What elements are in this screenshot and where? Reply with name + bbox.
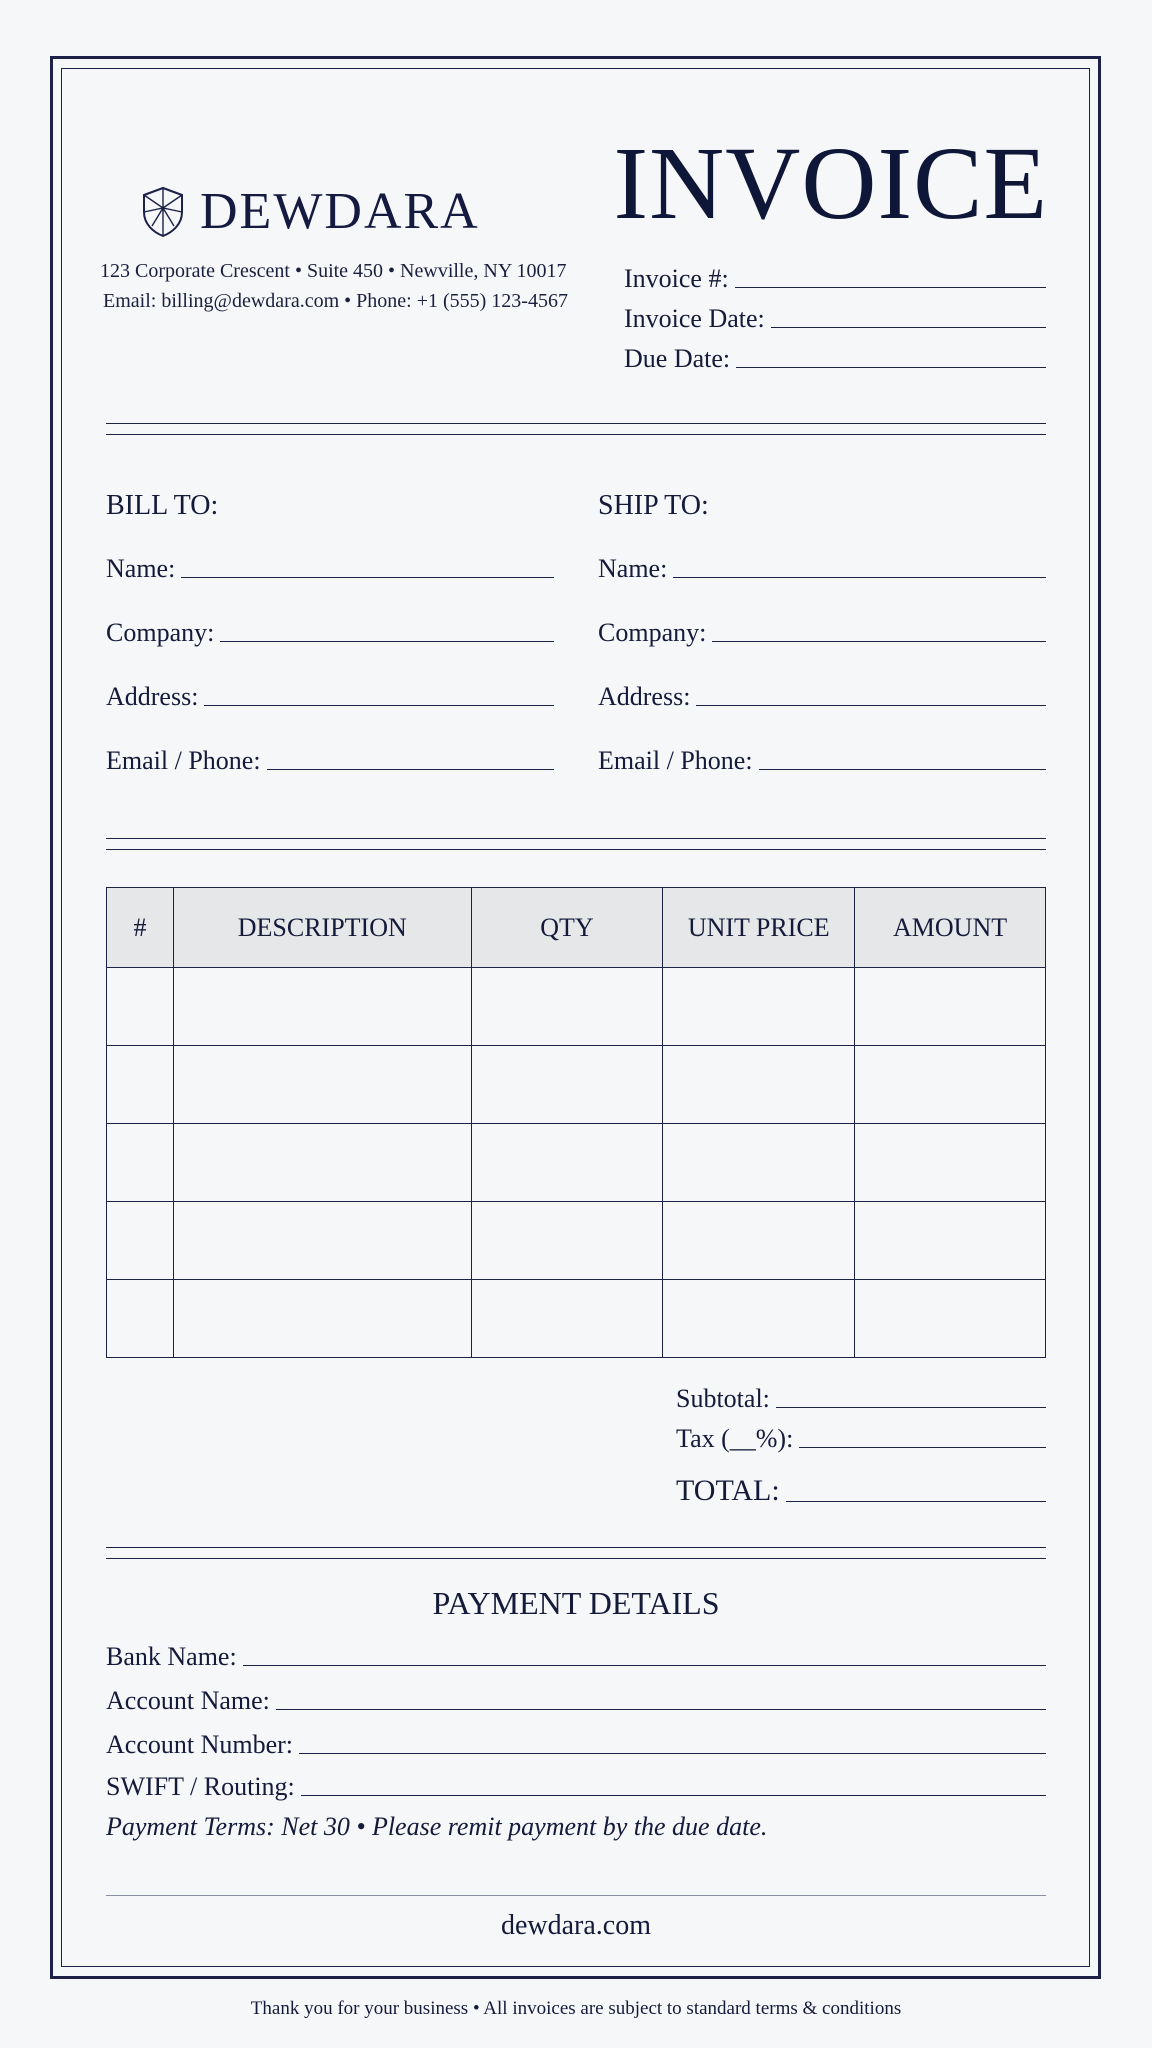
company-logo — [140, 183, 480, 240]
bill-to-company-field[interactable] — [106, 618, 554, 648]
ship-to-name-line — [673, 577, 1046, 578]
ship-to-heading: SHIP TO: — [598, 490, 709, 521]
total-field[interactable] — [676, 1474, 1046, 1508]
cell-unit-price[interactable] — [663, 1280, 855, 1358]
routing-line — [301, 1795, 1046, 1796]
payment-terms: Payment Terms: Net 30 • Please remit payment by the due date. — [106, 1812, 768, 1841]
cell-amount[interactable] — [855, 1124, 1046, 1202]
bill-to-company-label: Company: — [106, 618, 215, 647]
total-label: TOTAL: — [676, 1474, 780, 1507]
account-name-field[interactable] — [106, 1686, 1046, 1716]
bill-to-contact-field[interactable] — [106, 746, 554, 776]
cell-amount[interactable] — [855, 1280, 1046, 1358]
footer-note: Thank you for your business • All invoices are subject to standard terms & conditions — [250, 1998, 902, 2019]
totals-divider — [106, 1547, 1046, 1559]
ship-to-contact-line — [759, 769, 1046, 770]
table-row — [107, 1046, 1046, 1124]
cell-qty[interactable] — [471, 1046, 663, 1124]
routing-label: SWIFT / Routing: — [106, 1772, 295, 1801]
tax-line — [799, 1447, 1046, 1448]
company-contact: Email: billing@dewdara.com • Phone: +1 (555) 123-4567 — [103, 290, 568, 312]
cell-description[interactable] — [173, 1202, 471, 1280]
bill-to-contact-line — [267, 769, 554, 770]
company-address: 123 Corporate Crescent • Suite 450 • Newville, NY 10017 — [100, 260, 567, 282]
invoice-title: INVOICE — [613, 126, 1048, 241]
cell-unit-price[interactable] — [663, 1202, 855, 1280]
footer-divider — [106, 1895, 1046, 1896]
bank-name-line — [243, 1665, 1046, 1666]
cell-unit-price[interactable] — [663, 1046, 855, 1124]
cell-qty[interactable] — [471, 1202, 663, 1280]
cell-description[interactable] — [173, 1280, 471, 1358]
cell-number[interactable] — [107, 1202, 174, 1280]
invoice-number-line — [735, 287, 1046, 288]
col-header-number: # — [107, 888, 174, 968]
invoice-date-field[interactable] — [624, 304, 1046, 334]
bill-to-name-label: Name: — [106, 554, 176, 583]
account-number-line — [299, 1753, 1046, 1754]
cell-unit-price[interactable] — [663, 968, 855, 1046]
invoice-date-line — [771, 327, 1046, 328]
bank-name-label: Bank Name: — [106, 1642, 237, 1671]
table-row — [107, 1124, 1046, 1202]
account-name-line — [276, 1709, 1046, 1710]
ship-to-company-field[interactable] — [598, 618, 1046, 648]
table-row — [107, 968, 1046, 1046]
footer-website[interactable]: dewdara.com — [500, 1910, 652, 1941]
cell-description[interactable] — [173, 1124, 471, 1202]
account-name-label: Account Name: — [106, 1686, 270, 1715]
bill-to-contact-label: Email / Phone: — [106, 746, 261, 775]
ship-to-address-label: Address: — [598, 682, 691, 711]
subtotal-label: Subtotal: — [676, 1384, 770, 1413]
subtotal-line — [776, 1407, 1046, 1408]
ship-to-contact-label: Email / Phone: — [598, 746, 753, 775]
invoice-date-label: Invoice Date: — [624, 304, 765, 333]
cell-number[interactable] — [107, 1046, 174, 1124]
invoice-number-field[interactable] — [624, 264, 1046, 294]
account-number-label: Account Number: — [106, 1730, 294, 1759]
ship-to-company-line — [712, 641, 1046, 642]
cell-qty[interactable] — [471, 968, 663, 1046]
cell-number[interactable] — [107, 1124, 174, 1202]
address-divider — [106, 838, 1046, 850]
cell-amount[interactable] — [855, 968, 1046, 1046]
bill-to-company-line — [220, 641, 554, 642]
bill-to-name-line — [181, 577, 554, 578]
account-number-field[interactable] — [106, 1730, 1046, 1760]
bank-name-field[interactable] — [106, 1642, 1046, 1672]
table-row — [107, 1202, 1046, 1280]
routing-field[interactable] — [106, 1772, 1046, 1802]
tax-label: Tax (__%): — [676, 1424, 794, 1453]
bill-to-name-field[interactable] — [106, 554, 554, 584]
col-header-description: DESCRIPTION — [173, 888, 471, 968]
cell-description[interactable] — [173, 968, 471, 1046]
table-row — [107, 1280, 1046, 1358]
cell-qty[interactable] — [471, 1124, 663, 1202]
col-header-qty: QTY — [471, 888, 663, 968]
header-divider — [106, 423, 1046, 435]
col-header-unit-price: UNIT PRICE — [663, 888, 855, 968]
ship-to-name-field[interactable] — [598, 554, 1046, 584]
bill-to-address-line — [204, 705, 554, 706]
line-items-table — [106, 887, 1046, 1358]
total-line — [786, 1501, 1046, 1502]
due-date-line — [736, 367, 1046, 368]
cell-unit-price[interactable] — [663, 1124, 855, 1202]
payment-details-title: PAYMENT DETAILS — [432, 1585, 720, 1621]
subtotal-field[interactable] — [676, 1384, 1046, 1414]
bill-to-address-field[interactable] — [106, 682, 554, 712]
invoice-number-label: Invoice #: — [624, 264, 729, 293]
tax-field[interactable] — [676, 1424, 1046, 1454]
company-name: DEWDARA — [200, 183, 480, 240]
cell-description[interactable] — [173, 1046, 471, 1124]
bill-to-address-label: Address: — [106, 682, 199, 711]
due-date-label: Due Date: — [624, 344, 731, 373]
cell-qty[interactable] — [471, 1280, 663, 1358]
cell-amount[interactable] — [855, 1046, 1046, 1124]
due-date-field[interactable] — [624, 344, 1046, 374]
cell-number[interactable] — [107, 968, 174, 1046]
shield-crest-icon — [140, 186, 186, 238]
table-header-row — [107, 888, 1046, 968]
col-header-amount: AMOUNT — [855, 888, 1046, 968]
ship-to-address-field[interactable] — [598, 682, 1046, 712]
ship-to-name-label: Name: — [598, 554, 668, 583]
ship-to-contact-field[interactable] — [598, 746, 1046, 776]
cell-number[interactable] — [107, 1280, 174, 1358]
ship-to-address-line — [696, 705, 1046, 706]
bill-to-heading: BILL TO: — [106, 490, 219, 521]
cell-amount[interactable] — [855, 1202, 1046, 1280]
ship-to-company-label: Company: — [598, 618, 707, 647]
